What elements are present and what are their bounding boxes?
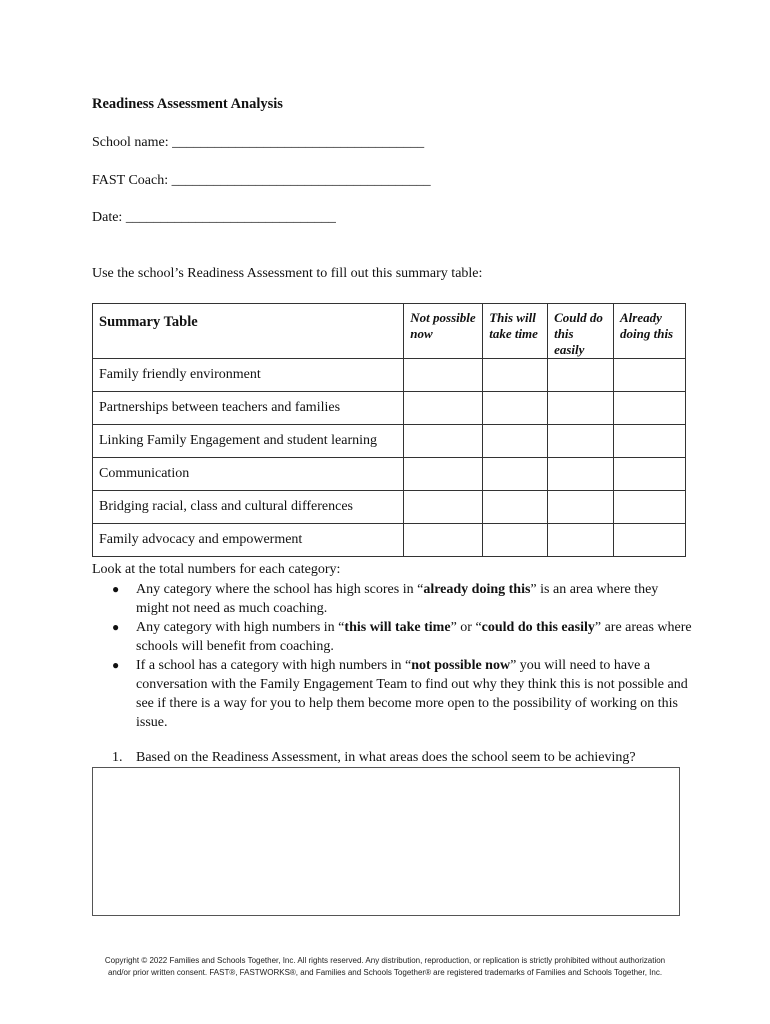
footer-line: Copyright © 2022 Families and Schools Together, Inc. All rights reserved. Any distribution, reproduction, or replication is strictly prohibited without authorization <box>104 956 666 965</box>
bullet-text: ” you will need to have a conversation with the Family Engagement Team to find out why they think this is not possible and see if there is a way for you to help them become more open to the possibility of working on this issue. <box>136 658 688 730</box>
score-cell[interactable] <box>548 359 614 392</box>
bullet-icon: ● <box>112 620 120 634</box>
bullet-emphasis: this will take time <box>344 620 451 635</box>
score-cell[interactable] <box>483 392 548 425</box>
table-instructions: Use the school’s Readiness Assessment to fill out this summary table: <box>92 266 483 281</box>
bullet-emphasis: not possible now <box>411 658 511 673</box>
score-cell[interactable] <box>614 359 686 392</box>
bullet-emphasis: already doing this <box>423 582 531 597</box>
score-cell[interactable] <box>404 359 483 392</box>
column-could-do-this-easily <box>548 304 614 359</box>
guidance-lead: Look at the total numbers for each category: <box>92 562 341 577</box>
column-not-possible-now <box>404 304 483 359</box>
table-row <box>93 524 686 557</box>
bullet-icon: ● <box>112 582 120 596</box>
score-cell[interactable] <box>614 524 686 557</box>
score-cell[interactable] <box>548 425 614 458</box>
score-cell[interactable] <box>404 524 483 557</box>
column-this-will-take-time <box>483 304 548 359</box>
column-label-line: Already <box>620 310 662 325</box>
category-label: Bridging racial, class and cultural differences <box>93 491 404 524</box>
category-label: Family friendly environment <box>93 359 404 392</box>
score-cell[interactable] <box>404 458 483 491</box>
bullet-text: Any category where the school has high scores in “ <box>136 582 424 597</box>
score-cell[interactable] <box>614 425 686 458</box>
summary-table <box>92 303 686 557</box>
bullet-text: ” are areas where schools will benefit from coaching. <box>136 620 692 654</box>
table-row <box>93 491 686 524</box>
question-number: 1. <box>112 750 123 765</box>
column-label-line: This will <box>489 310 536 325</box>
score-cell[interactable] <box>548 458 614 491</box>
bullet-text: ” is an area where they might not need as much coaching. <box>136 582 659 616</box>
list-item <box>92 618 692 656</box>
category-label: Linking Family Engagement and student learning <box>93 425 404 458</box>
column-label-line: Not possible <box>410 310 476 325</box>
school-name-field[interactable]: School name: ____________________________________ <box>92 135 425 150</box>
score-cell[interactable] <box>483 458 548 491</box>
column-label-line: doing this <box>620 326 674 341</box>
table-row <box>93 359 686 392</box>
score-cell[interactable] <box>614 392 686 425</box>
score-cell[interactable] <box>404 491 483 524</box>
score-cell[interactable] <box>404 425 483 458</box>
table-row <box>93 425 686 458</box>
score-cell[interactable] <box>404 392 483 425</box>
column-label-line: take time <box>489 326 538 341</box>
score-cell[interactable] <box>483 359 548 392</box>
list-item <box>92 580 692 618</box>
page-title: Readiness Assessment Analysis <box>92 96 283 112</box>
bullet-text: If a school has a category with high numbers in “ <box>136 658 412 673</box>
score-cell[interactable] <box>483 491 548 524</box>
table-row <box>93 458 686 491</box>
column-label-line: now <box>410 326 433 341</box>
fast-coach-field[interactable]: FAST Coach: _____________________________________ <box>92 173 431 188</box>
score-cell[interactable] <box>614 491 686 524</box>
bullet-emphasis: could do this easily <box>481 620 595 635</box>
question-text: Based on the Readiness Assessment, in what areas does the school seem to be achieving? <box>136 750 636 765</box>
category-label: Partnerships between teachers and families <box>93 392 404 425</box>
bullet-text: Any category with high numbers in “ <box>136 620 345 635</box>
footer-line: and/or prior written consent. FAST®, FASTWORKS®, and Families and Schools Together® are registered trademarks of Families and Schools Together, Inc. <box>107 968 663 977</box>
summary-table-title: Summary Table <box>93 304 404 359</box>
category-label: Family advocacy and empowerment <box>93 524 404 557</box>
score-cell[interactable] <box>483 425 548 458</box>
guidance-list <box>92 580 692 732</box>
score-cell[interactable] <box>548 524 614 557</box>
copyright-footer <box>60 955 710 979</box>
question-1 <box>92 750 636 766</box>
score-cell[interactable] <box>548 491 614 524</box>
column-label-line: Could do <box>554 310 603 325</box>
column-label-line: this easily <box>554 326 585 357</box>
date-field[interactable]: Date: ______________________________ <box>92 210 336 225</box>
column-already-doing-this <box>614 304 686 359</box>
score-cell[interactable] <box>548 392 614 425</box>
table-row <box>93 392 686 425</box>
answer-box-question-1[interactable] <box>92 767 680 916</box>
bullet-icon: ● <box>112 658 120 672</box>
bullet-text: ” or “ <box>450 620 482 635</box>
category-label: Communication <box>93 458 404 491</box>
list-item <box>92 656 692 732</box>
score-cell[interactable] <box>483 524 548 557</box>
summary-table-header <box>93 304 686 359</box>
score-cell[interactable] <box>614 458 686 491</box>
